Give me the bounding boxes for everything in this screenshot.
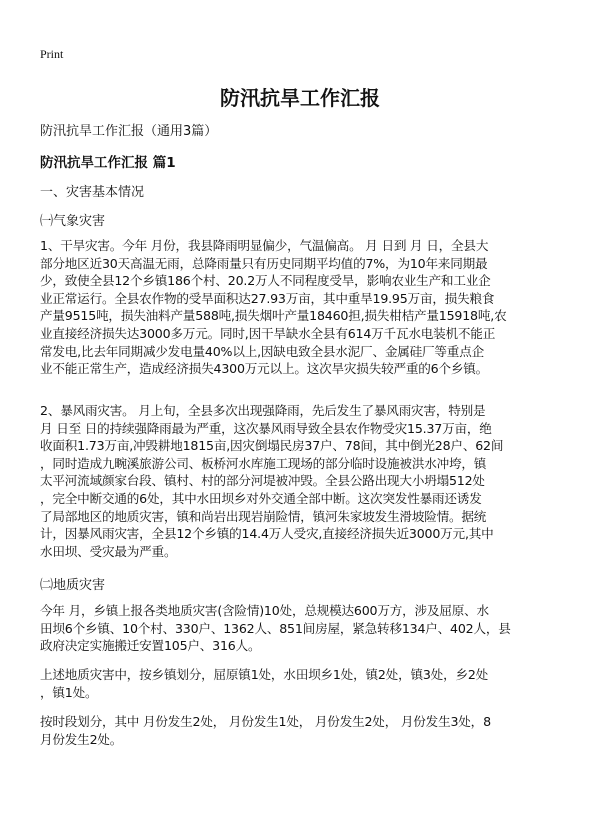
paragraph-geology [40,602,511,655]
paragraph-storm [40,402,503,560]
text-line: 上述地质灾害中，按乡镇划分，屈原镇1处，水田坝乡1处，镇2处，镇3处，乡2处 [40,667,489,682]
text-line: 业直接经济损失达3000多万元。同时,因干旱缺水全县有614万千瓦水电装机不能正 [40,325,496,341]
page-title: 防汛抗旱工作汇报 [220,86,380,110]
text-line: 2、暴风雨灾害。 月上旬，全县多次出现强降雨，先后发生了暴风雨灾害，特别是 [40,403,486,418]
text-line: 收面积1.73万亩,冲毁耕地1815亩,因灾倒塌民房37户、78间，其中倒光28户、62间 [40,438,504,454]
text-line: 1、干旱灾害。今年 月份，我县降雨明显偏少，气温偏高。 月 日到 月 日，全县大 [40,238,489,253]
text-line: 政府决定实施搬迁安置105户、316人。 [40,638,261,654]
section-heading: 一、灾害基本情况 [40,185,145,200]
text-line: 部分地区近30天高温无雨，总降雨量只有历史同期平均值的7%，为10年来同期最 [40,255,488,271]
text-line: 常发电,比去年同期减少发电量40%以上,因缺电致全县水泥厂、金属硅厂等重点企 [40,343,484,359]
text-line: 业不能正常生产，造成经济损失4300万元以上。这次旱灾损失较严重的6个乡镇。 [40,361,489,377]
text-line: 水田坝、受灾最为严重。 [40,543,177,559]
text-line: 产量9515吨，损失油料产量588吨,损失烟叶产量18460担,损失柑桔产量15918吨,农 [40,308,507,324]
text-line: 太平河流域颜家台段、镇村、村的部分河堤被冲毁。全县公路出现大小坍塌512处 [40,473,485,489]
subsection-heading: ㈡地质灾害 [40,578,106,593]
text-line: 少，致使全县12个乡镇186个村、20.2万人不同程度受旱，影响农业生产和工业企 [40,273,491,289]
paragraph-drought [40,237,506,378]
paragraph-by-period [40,713,491,748]
text-line: 计，因暴风雨灾害，全县12个乡镇的14.4万人受灾,直接经济损失近3000万元,其中 [40,526,494,542]
text-line: 今年 月，乡镇上报各类地质灾害(含险情)10处，总规模达600万方，涉及屈原、水 [40,603,489,618]
text-line: ，完全中断交通的6处，其中水田坝乡对外交通全部中断。这次突发性暴雨还诱发 [40,490,482,506]
text-line: 田坝6个乡镇、10个村、330户、1362人、851间房屋，紧急转移134户、402人，县 [40,620,511,636]
article-heading: 防汛抗旱工作汇报 篇1 [40,155,176,171]
text-line: 月 日至 日的持续强降雨最为严重，这次暴风雨导致全县农作物受灾15.37万亩，绝 [40,420,492,436]
text-line: ，镇1处。 [40,684,98,700]
subsection-heading: ㈠气象灾害 [40,214,106,229]
text-line: 按时段划分，其中 月份发生2处， 月份发生1处， 月份发生2处， 月份发生3处，8 [40,714,491,729]
print-link[interactable]: Print [40,47,64,61]
subtitle: 防汛抗旱工作汇报（通用3篇） [40,124,218,139]
text-line: ，同时造成九畹溪旅游公司、板桥河水库施工现场的部分临时设施被洪水冲垮，镇 [40,455,487,471]
text-line: 业正常运行。全县农作物的受旱面积达27.93万亩，其中重旱19.95万亩，损失粮食 [40,290,495,306]
text-line: 了局部地区的地质灾害，镇和尚岩出现岩崩险情，镇河朱家坡发生滑坡险情。据统 [40,508,487,524]
paragraph-by-town [40,666,488,701]
text-line: 月份发生2处。 [40,731,123,747]
